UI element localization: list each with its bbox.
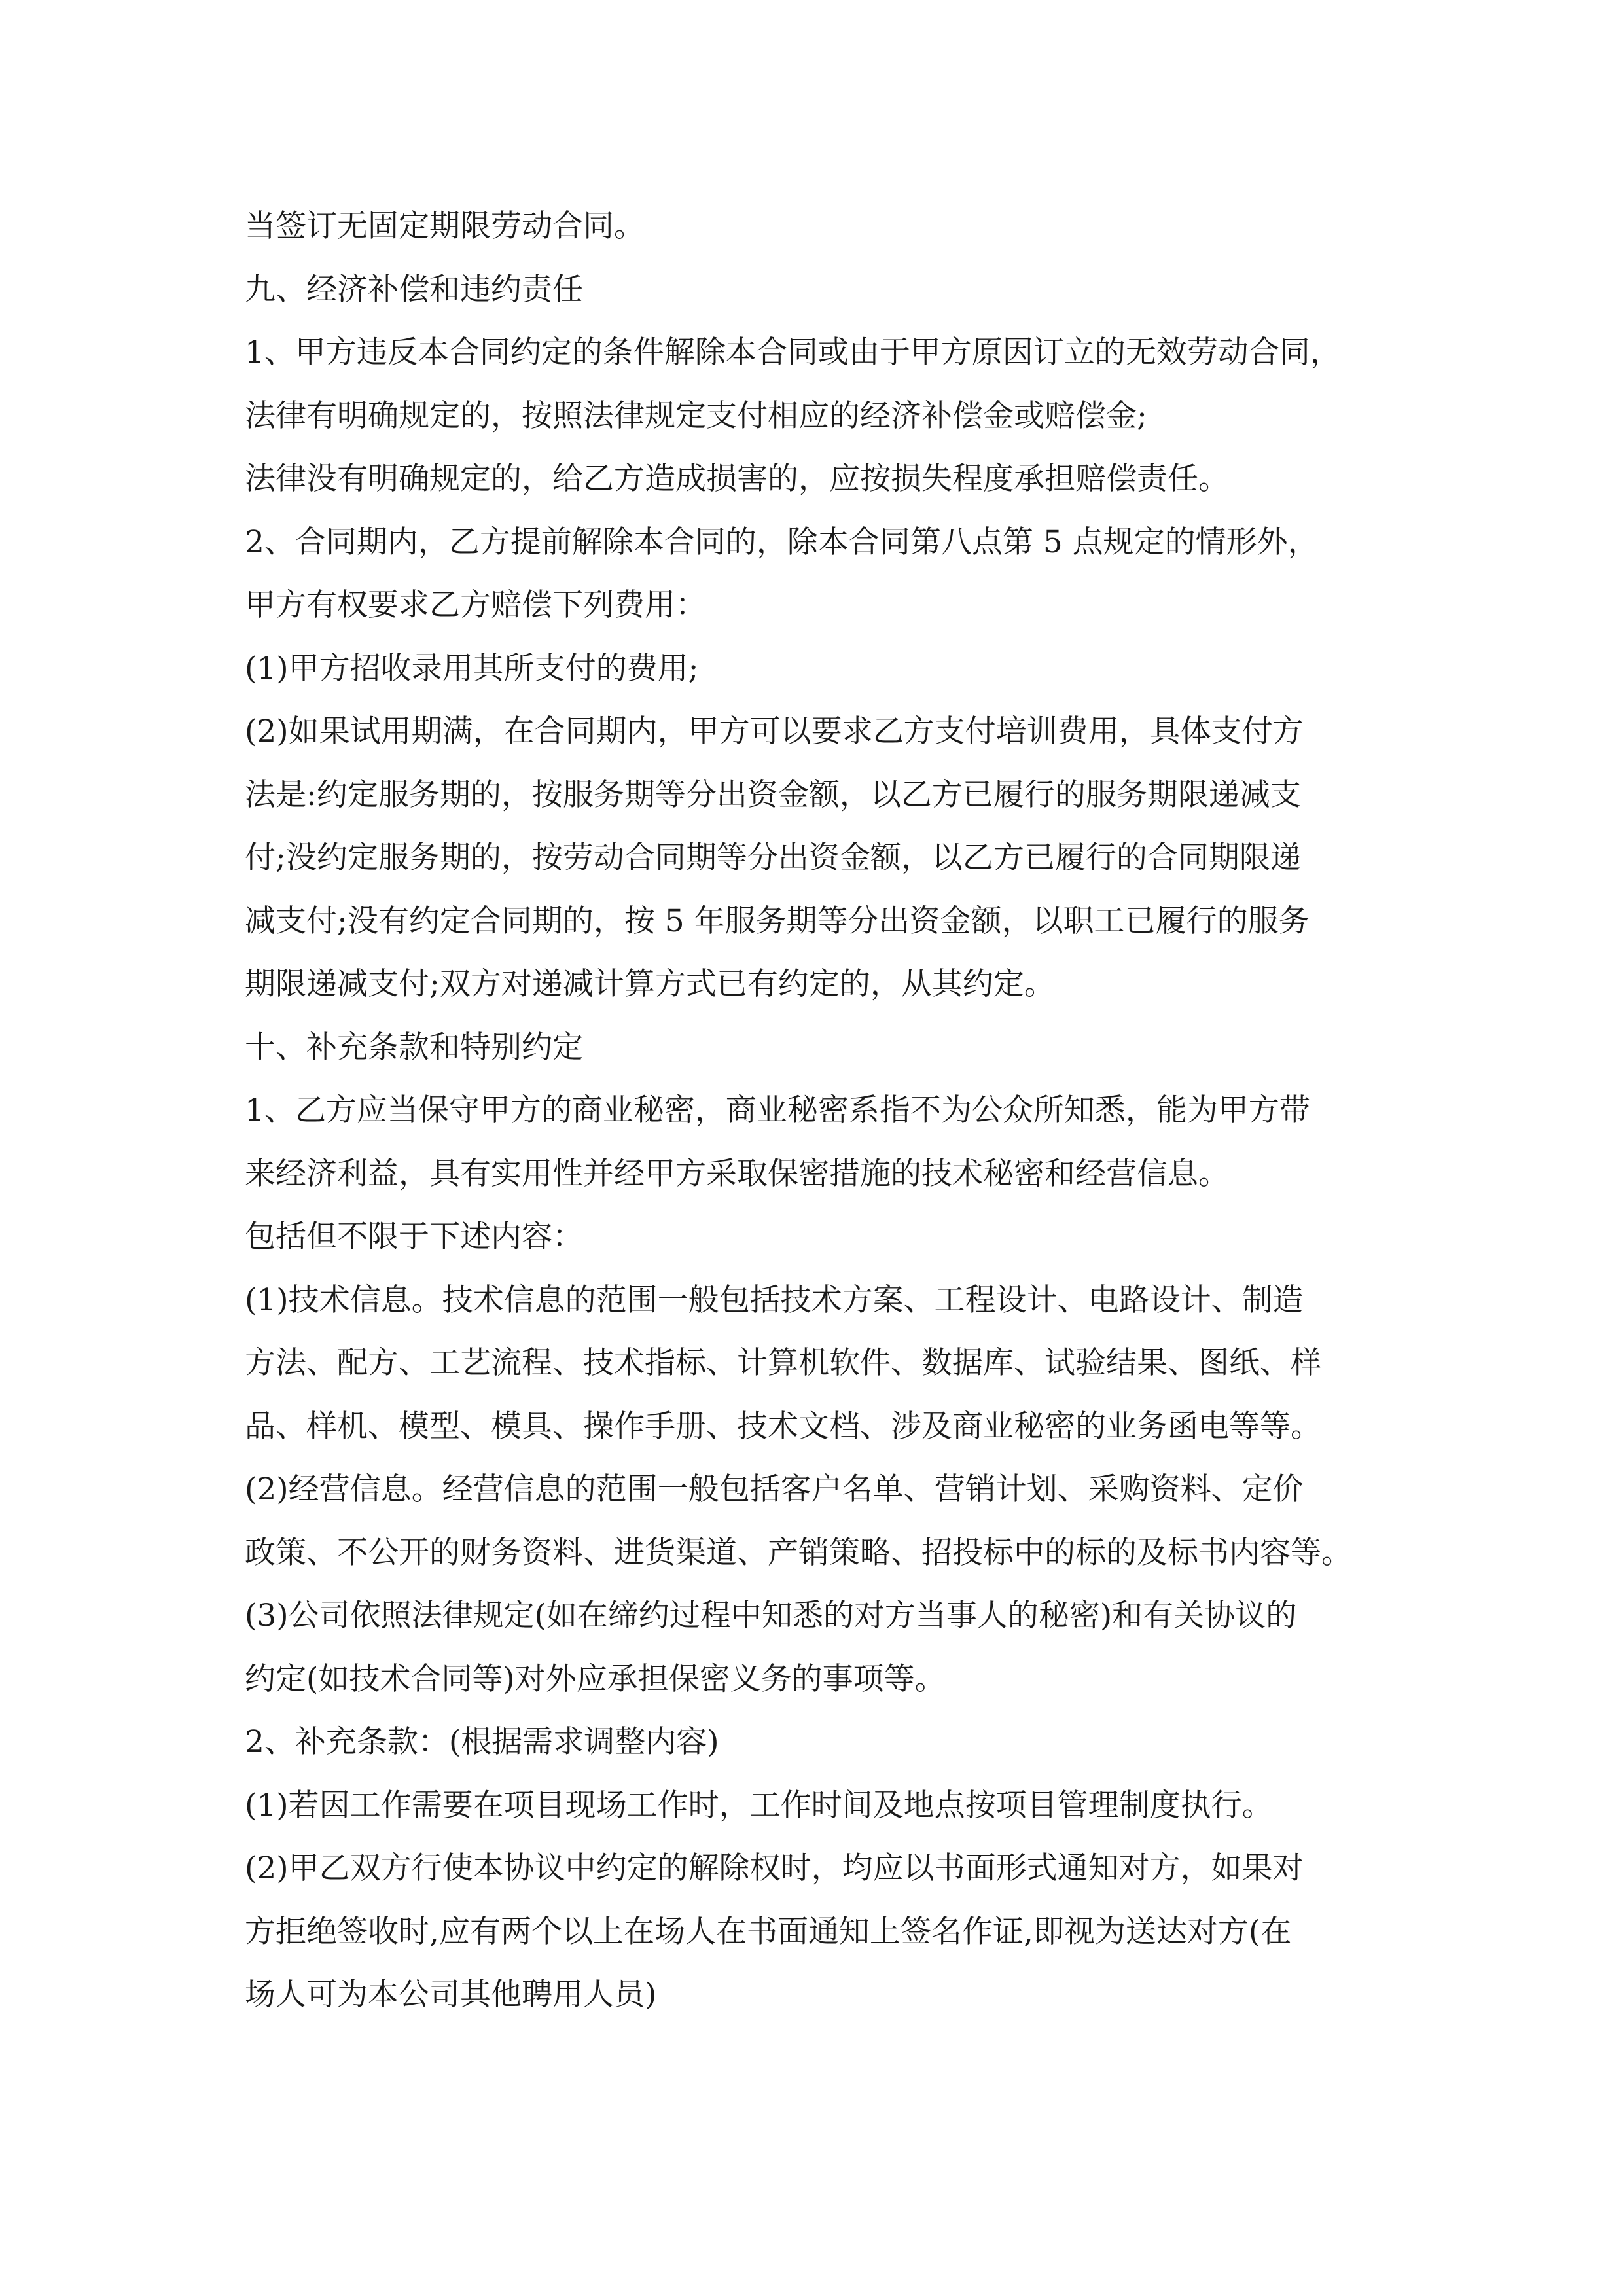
- section-heading-nine: 九、经济补偿和违约责任: [245, 271, 583, 308]
- text-line: (2)甲乙双方行使本协议中约定的解除权时，均应以书面形式通知对方，如果对: [245, 1850, 1304, 1886]
- text-line: 法律有明确规定的，按照法律规定支付相应的经济补偿金或赔偿金;: [245, 397, 1147, 434]
- text-line: 2、合同期内，乙方提前解除本合同的，除本合同第八点第 5 点规定的情形外，: [245, 524, 1319, 560]
- text-line: 包括但不限于下述内容：: [245, 1219, 583, 1255]
- text-line: 方拒绝签收时,应有两个以上在场人在书面通知上签名作证,即视为送达对方(在: [245, 1913, 1292, 1950]
- text-line: 政策、不公开的财务资料、进货渠道、产销策略、招投标中的标的及标书内容等。: [245, 1534, 1352, 1571]
- text-line: 1、乙方应当保守甲方的商业秘密，商业秘密系指不为公众所知悉，能为甲方带: [245, 1092, 1310, 1128]
- text-line: 约定(如技术合同等)对外应承担保密义务的事项等。: [245, 1660, 946, 1697]
- text-line: (2)如果试用期满，在合同期内，甲方可以要求乙方支付培训费用，具体支付方: [245, 713, 1304, 749]
- text-line: (2)经营信息。经营信息的范围一般包括客户名单、营销计划、采购资料、定价: [245, 1471, 1304, 1507]
- text-line: 付;没约定服务期的，按劳动合同期等分出资金额，以乙方已履行的合同期限递: [245, 840, 1301, 876]
- text-line: (1)若因工作需要在项目现场工作时，工作时间及地点按项目管理制度执行。: [245, 1787, 1273, 1823]
- text-line: 期限递减支付;双方对递减计算方式已有约定的，从其约定。: [245, 966, 1055, 1002]
- text-line: 法是:约定服务期的，按服务期等分出资金额，以乙方已履行的服务期限递减支: [245, 776, 1301, 813]
- document-body: [245, 195, 1397, 2027]
- text-line: 当签订无固定期限劳动合同。: [245, 208, 645, 244]
- text-line: 减支付;没有约定合同期的，按 5 年服务期等分出资金额，以职工已履行的服务: [245, 903, 1310, 939]
- text-line: (3)公司依照法律规定(如在缔约过程中知悉的对方当事人的秘密)和有关协议的: [245, 1598, 1297, 1634]
- text-line: (1)甲方招收录用其所支付的费用;: [245, 650, 699, 687]
- section-heading-ten: 十、补充条款和特别约定: [245, 1029, 583, 1066]
- text-line: 品、样机、模型、模具、操作手册、技术文档、涉及商业秘密的业务函电等等。: [245, 1408, 1321, 1444]
- text-line: 来经济利益，具有实用性并经甲方采取保密措施的技术秘密和经营信息。: [245, 1155, 1229, 1192]
- text-line: 法律没有明确规定的，给乙方造成损害的，应按损失程度承担赔偿责任。: [245, 461, 1229, 497]
- text-line: 2、补充条款：(根据需求调整内容): [245, 1724, 719, 1760]
- text-line: 方法、配方、工艺流程、技术指标、计算机软件、数据库、试验结果、图纸、样: [245, 1345, 1321, 1381]
- text-line: 甲方有权要求乙方赔偿下列费用：: [245, 587, 706, 623]
- text-line: (1)技术信息。技术信息的范围一般包括技术方案、工程设计、电路设计、制造: [245, 1282, 1304, 1318]
- text-line: 场人可为本公司其他聘用人员): [245, 1977, 657, 2013]
- text-line: 1、甲方违反本合同约定的条件解除本合同或由于甲方原因订立的无效劳动合同，: [245, 334, 1341, 370]
